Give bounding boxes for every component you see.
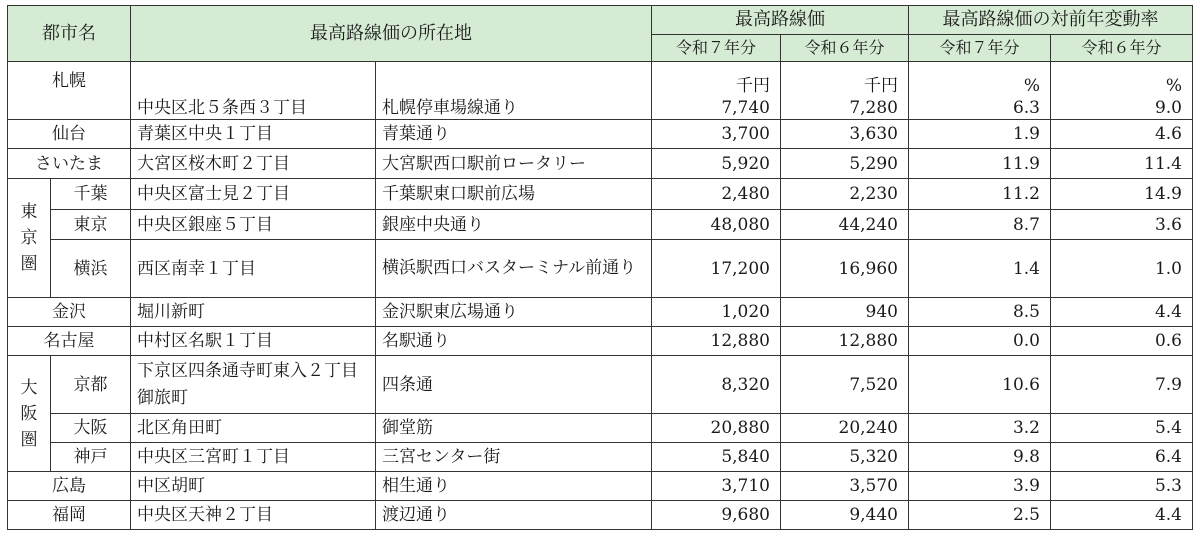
change-r6-cell: 11.4: [1051, 149, 1193, 179]
change-r6-cell: 5.4: [1051, 414, 1193, 443]
header-price-r7: 令和７年分: [652, 35, 781, 62]
price-r6-cell: 9,440: [781, 501, 909, 530]
city-cell: 札幌: [8, 62, 131, 120]
table-row: [8, 298, 1193, 327]
price-r6-cell: 3,630: [781, 120, 909, 149]
table-row: [8, 356, 1193, 414]
change-r7-cell: 3.2: [909, 414, 1051, 443]
unit-label: 千円: [736, 76, 770, 96]
route-price-table: [7, 5, 1193, 530]
price-r7-cell: 2,480: [652, 179, 781, 210]
city-cell: 神戸: [51, 443, 131, 472]
change-r7-cell: 8.7: [909, 210, 1051, 240]
change-r7-cell: 1.4: [909, 240, 1051, 298]
table-row: [8, 179, 1193, 210]
street-cell: 大宮駅西口駅前ロータリー: [376, 149, 652, 179]
price-r7-cell: 17,200: [652, 240, 781, 298]
change-r7-cell: 1.9: [909, 120, 1051, 149]
price-r6-cell: 16,960: [781, 240, 909, 298]
change-r7-cell: % 6.3: [909, 62, 1051, 120]
price-r6-cell: 5,290: [781, 149, 909, 179]
change-r7-cell: 2.5: [909, 501, 1051, 530]
address-cell: 中央区北５条西３丁目: [131, 62, 376, 120]
price-r7-cell: 3,700: [652, 120, 781, 149]
header-city: 都市名: [8, 6, 131, 62]
price-r6-cell: 千円 7,280: [781, 62, 909, 120]
price-r6-cell: 44,240: [781, 210, 909, 240]
street-cell: 四条通: [376, 356, 652, 414]
street-cell: 札幌停車場線通り: [376, 62, 652, 120]
street-cell: 御堂筋: [376, 414, 652, 443]
region-tokyo-label: 東 京 圏: [8, 179, 51, 298]
table-row: [8, 472, 1193, 501]
header-change-r6: 令和６年分: [1051, 35, 1193, 62]
price-r6-cell: 940: [781, 298, 909, 327]
address-cell: 下京区四条通寺町東入２丁目御旅町: [131, 356, 376, 414]
table-row: [8, 120, 1193, 149]
price-r7-cell: 5,840: [652, 443, 781, 472]
table-row: [8, 501, 1193, 530]
table-row: [8, 240, 1193, 298]
price-r6-cell: 2,230: [781, 179, 909, 210]
city-cell: 名古屋: [8, 327, 131, 356]
address-cell: 中央区富士見２丁目: [131, 179, 376, 210]
header-price-r6: 令和６年分: [781, 35, 909, 62]
price-r7-cell: 9,680: [652, 501, 781, 530]
city-cell: 仙台: [8, 120, 131, 149]
table-row: [8, 414, 1193, 443]
change-r7-cell: 8.5: [909, 298, 1051, 327]
change-r6-cell: 0.6: [1051, 327, 1193, 356]
change-r6-cell: 3.6: [1051, 210, 1193, 240]
address-cell: 大宮区桜木町２丁目: [131, 149, 376, 179]
price-r7-cell: 48,080: [652, 210, 781, 240]
address-cell: 中央区銀座５丁目: [131, 210, 376, 240]
city-cell: 金沢: [8, 298, 131, 327]
change-r6-cell: 4.4: [1051, 298, 1193, 327]
header-change: 最高路線価の対前年変動率: [909, 6, 1193, 35]
address-cell: 青葉区中央１丁目: [131, 120, 376, 149]
price-r6-cell: 3,570: [781, 472, 909, 501]
street-cell: 千葉駅東口駅前広場: [376, 179, 652, 210]
change-r7-cell: 9.8: [909, 443, 1051, 472]
street-cell: 名駅通り: [376, 327, 652, 356]
table-row: [8, 210, 1193, 240]
change-r6-cell: 5.3: [1051, 472, 1193, 501]
address-cell: 中央区天神２丁目: [131, 501, 376, 530]
change-r7-cell: 10.6: [909, 356, 1051, 414]
change-r7-cell: 11.2: [909, 179, 1051, 210]
change-r7-cell: 3.9: [909, 472, 1051, 501]
table-row: [8, 327, 1193, 356]
change-r7-cell: 11.9: [909, 149, 1051, 179]
price-r6-cell: 7,520: [781, 356, 909, 414]
change-r6-cell: 4.4: [1051, 501, 1193, 530]
table-row: [8, 62, 1193, 120]
address-cell: 北区角田町: [131, 414, 376, 443]
street-cell: 青葉通り: [376, 120, 652, 149]
address-cell: 中区胡町: [131, 472, 376, 501]
street-cell: 三宮センター街: [376, 443, 652, 472]
price-r7-cell: 1,020: [652, 298, 781, 327]
price-r7-cell: 20,880: [652, 414, 781, 443]
city-cell: 東京: [51, 210, 131, 240]
unit-label: %: [1023, 76, 1040, 96]
change-r6-cell: 1.0: [1051, 240, 1193, 298]
city-cell: 横浜: [51, 240, 131, 298]
city-cell: さいたま: [8, 149, 131, 179]
table-row: [8, 443, 1193, 472]
header-price: 最高路線価: [652, 6, 909, 35]
street-cell: 相生通り: [376, 472, 652, 501]
city-cell: 千葉: [51, 179, 131, 210]
city-cell: 大阪: [51, 414, 131, 443]
street-cell: 渡辺通り: [376, 501, 652, 530]
street-cell: 金沢駅東広場通り: [376, 298, 652, 327]
price-r6-cell: 20,240: [781, 414, 909, 443]
price-r7-cell: 5,920: [652, 149, 781, 179]
price-r7-cell: 8,320: [652, 356, 781, 414]
price-r6-cell: 12,880: [781, 327, 909, 356]
region-osaka-label: 大 阪 圏: [8, 356, 51, 472]
address-cell: 堀川新町: [131, 298, 376, 327]
city-cell: 福岡: [8, 501, 131, 530]
change-r6-cell: % 9.0: [1051, 62, 1193, 120]
price-r6-cell: 5,320: [781, 443, 909, 472]
price-r7-cell: 千円 7,740: [652, 62, 781, 120]
price-r7-cell: 12,880: [652, 327, 781, 356]
header-change-r7: 令和７年分: [909, 35, 1051, 62]
header-location: 最高路線価の所在地: [131, 6, 652, 62]
price-r7-cell: 3,710: [652, 472, 781, 501]
address-cell: 中央区三宮町１丁目: [131, 443, 376, 472]
street-cell: 銀座中央通り: [376, 210, 652, 240]
change-r6-cell: 4.6: [1051, 120, 1193, 149]
street-cell: 横浜駅西口バスターミナル前通り: [376, 240, 652, 298]
change-r7-cell: 0.0: [909, 327, 1051, 356]
address-cell: 中村区名駅１丁目: [131, 327, 376, 356]
address-cell: 西区南幸１丁目: [131, 240, 376, 298]
unit-label: %: [1165, 76, 1182, 96]
change-r6-cell: 14.9: [1051, 179, 1193, 210]
change-r6-cell: 7.9: [1051, 356, 1193, 414]
change-r6-cell: 6.4: [1051, 443, 1193, 472]
city-cell: 広島: [8, 472, 131, 501]
unit-label: 千円: [864, 76, 898, 96]
table-row: [8, 149, 1193, 179]
city-cell: 京都: [51, 356, 131, 414]
